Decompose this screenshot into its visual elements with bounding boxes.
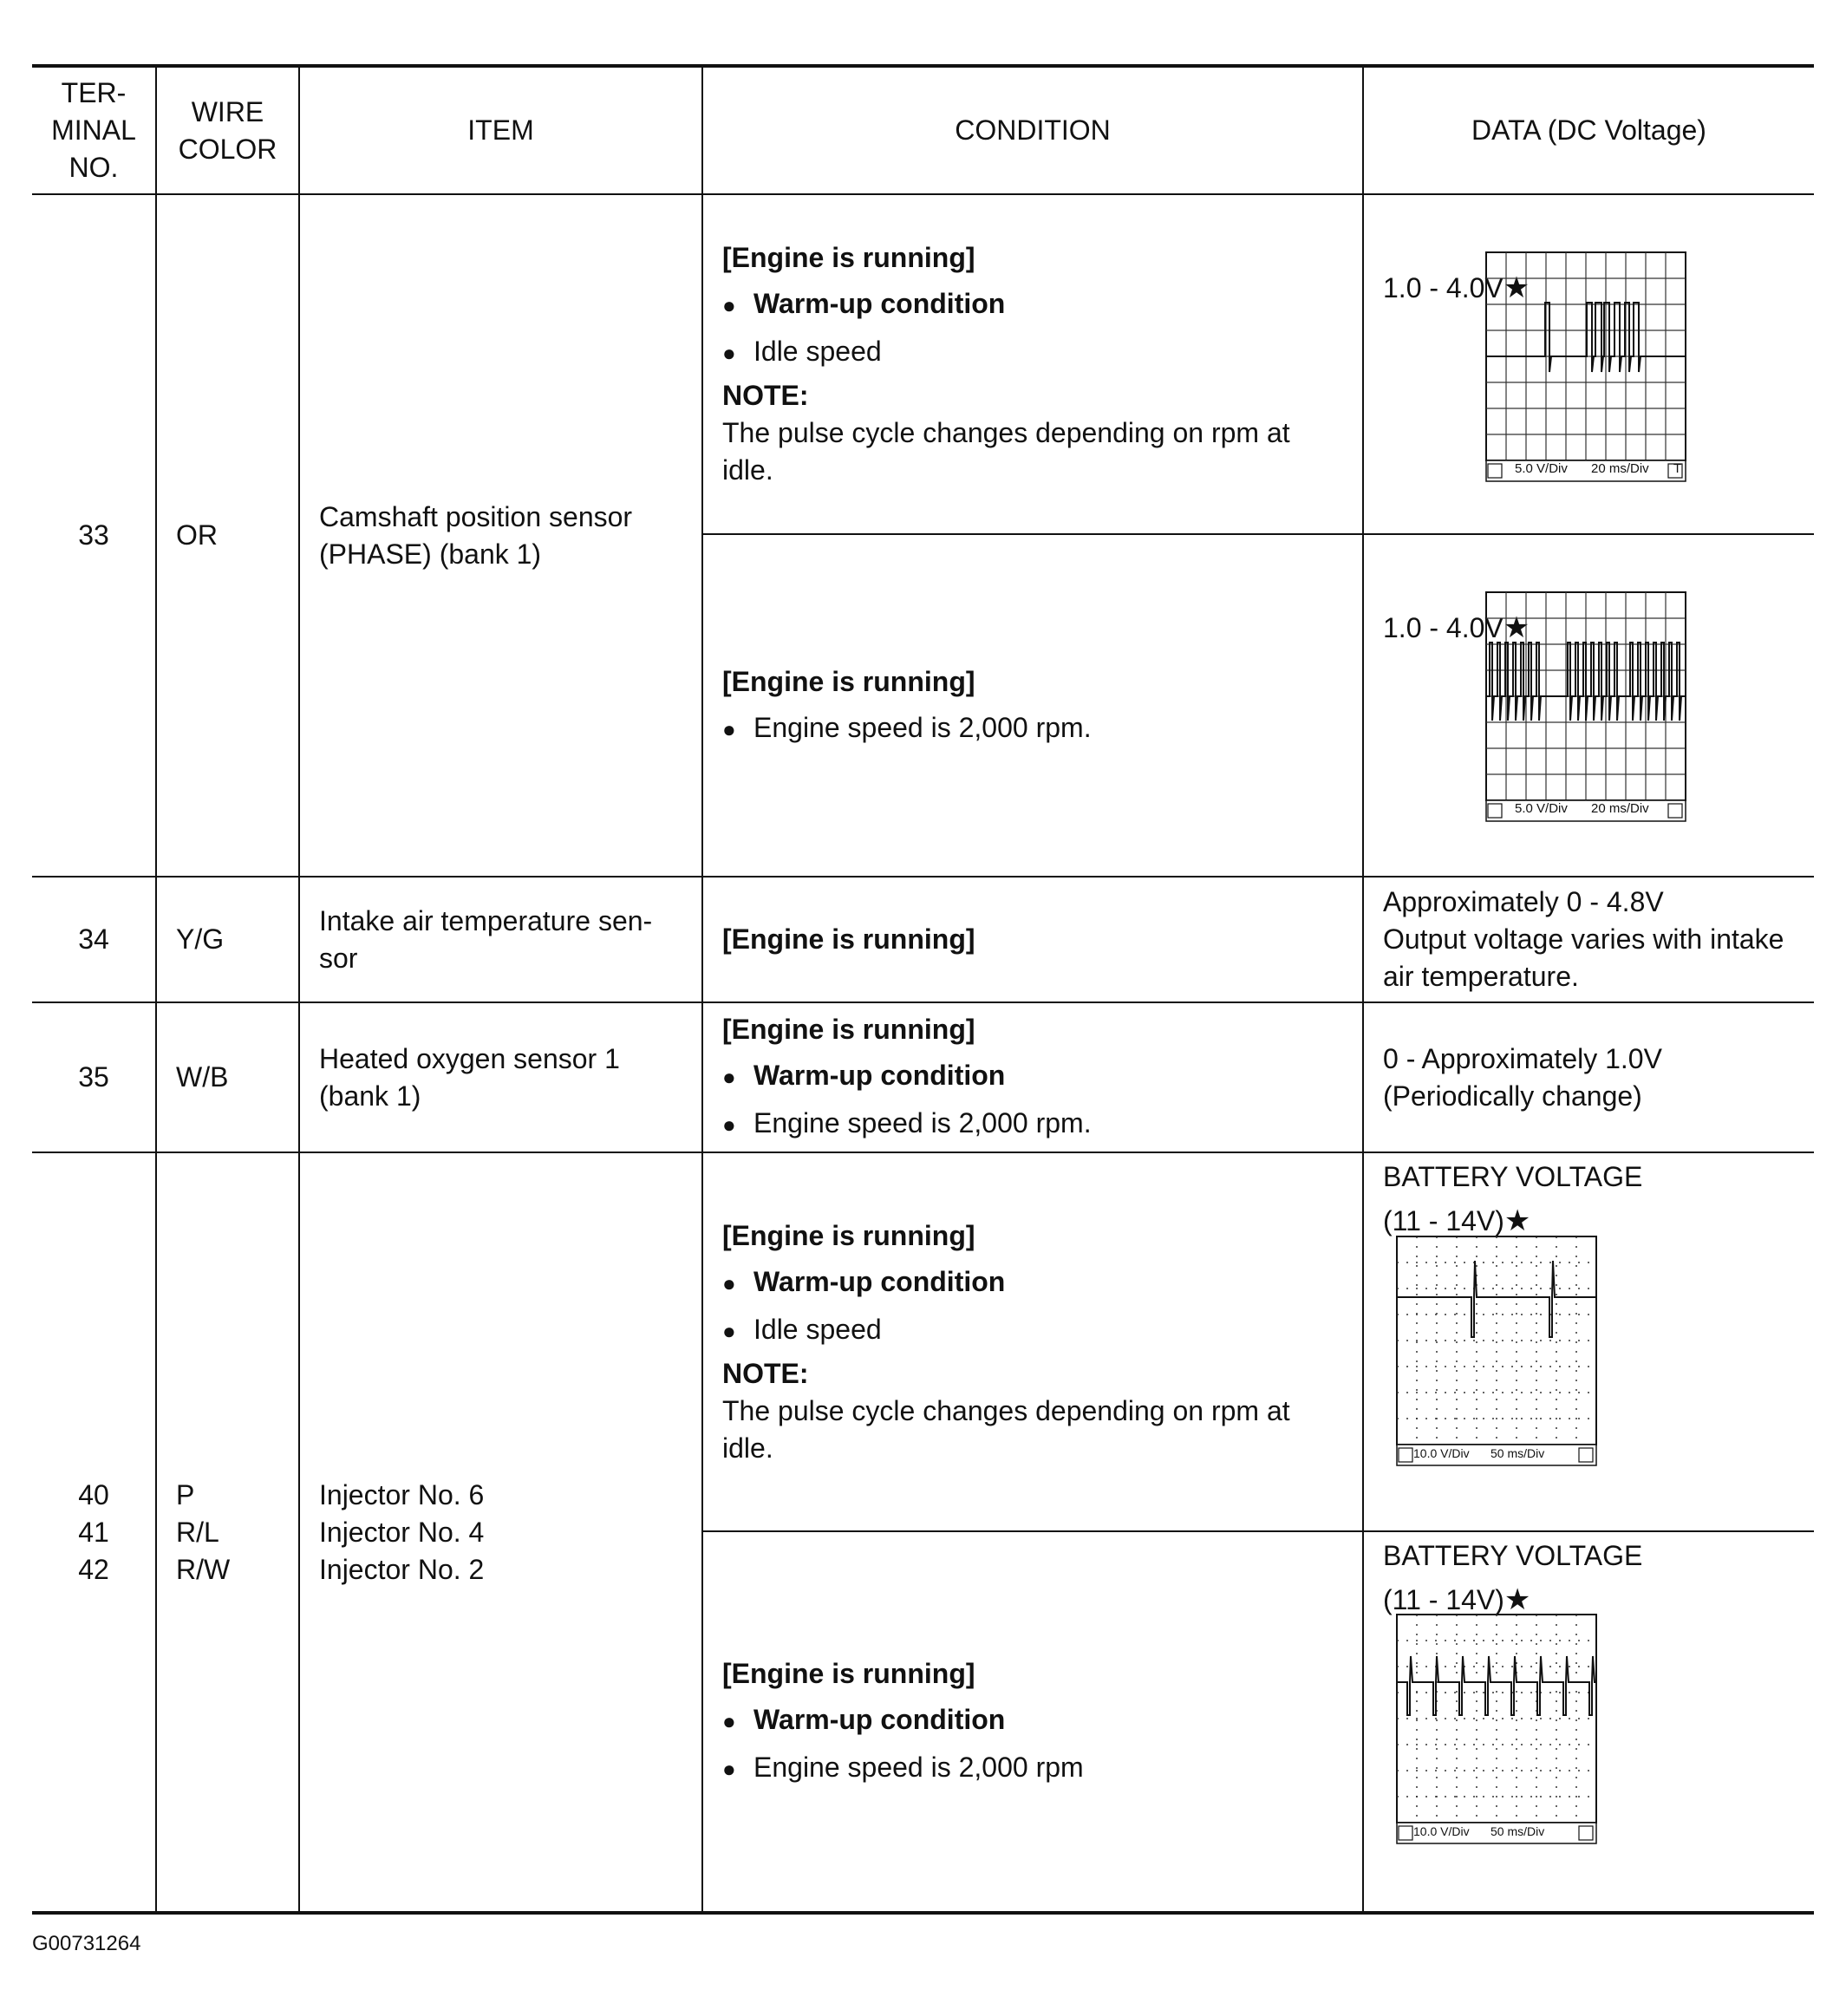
note-text-line-2: idle. xyxy=(722,1432,773,1464)
note-label: NOTE: xyxy=(722,380,809,411)
star-icon: ★ xyxy=(1504,1583,1531,1616)
data-35-line-1: 0 - Approximately 1.0V xyxy=(1383,1042,1662,1074)
engine-running-label: [Engine is running] xyxy=(722,1658,975,1689)
item-injector-6: Injector No. 6 xyxy=(319,1478,485,1510)
item-35 xyxy=(300,1003,701,1152)
engine-speed-bullet: ● Engine speed is 2,000 rpm. xyxy=(722,1105,1348,1144)
wire-color-33: OR xyxy=(176,519,218,551)
terminal-35: 35 xyxy=(78,1061,109,1093)
warm-up-bullet: ● Warm-up condition xyxy=(722,1057,1348,1096)
data-34-line-1: Approximately 0 - 4.8V xyxy=(1383,886,1664,917)
terminal-40: 40 xyxy=(78,1478,109,1510)
wire-color-34: Y/G xyxy=(176,923,225,955)
wire-color-35: W/B xyxy=(176,1061,229,1093)
oscilloscope-waveform-icon xyxy=(1395,1613,1599,1847)
scope-33-idle-time-div: 20 ms/Div xyxy=(1591,461,1649,476)
engine-running-label: [Engine is running] xyxy=(722,923,975,955)
note-text-line-1: The pulse cycle changes depending on rpm at xyxy=(722,417,1290,448)
scope-waveform xyxy=(1397,1261,1596,1337)
terminal-42: 42 xyxy=(78,1553,109,1585)
item-33-line-1: Camshaft position sensor xyxy=(319,500,633,532)
header-wire-line-1: WIRE xyxy=(191,95,264,127)
idle-speed-bullet: ● Idle speed xyxy=(722,333,1348,372)
scope-waveform xyxy=(1486,643,1686,721)
header-terminal-line-1: TER- xyxy=(61,77,127,108)
scope-40-2000rpm-time-div: 50 ms/Div xyxy=(1490,1824,1545,1838)
header-terminal-line-3: NO. xyxy=(68,152,119,183)
engine-running-label: [Engine is running] xyxy=(722,242,975,273)
warm-up-bullet: ● Warm-up condition xyxy=(722,285,1348,324)
scope-waveform xyxy=(1397,1656,1596,1715)
condition-33-idle xyxy=(703,195,1362,533)
wire-color-40: P xyxy=(176,1478,195,1510)
condition-40-2000rpm xyxy=(703,1532,1362,1911)
terminal-41: 41 xyxy=(78,1516,109,1548)
terminal-data-table xyxy=(32,64,1814,1915)
scope-40-idle-time-div: 50 ms/Div xyxy=(1490,1446,1545,1460)
data-34-line-3: air temperature. xyxy=(1383,961,1579,992)
terminals-40-42 xyxy=(32,1153,155,1911)
oscilloscope-waveform-icon xyxy=(1484,251,1688,485)
idle-speed-bullet: ● Idle speed xyxy=(722,1311,1348,1350)
header-item: ITEM xyxy=(467,114,534,146)
star-icon: ★ xyxy=(1504,1204,1531,1237)
item-injector-2: Injector No. 2 xyxy=(319,1553,485,1585)
header-wire-color xyxy=(157,68,298,193)
item-35-line-2: (bank 1) xyxy=(319,1080,421,1112)
data-34-line-2: Output voltage varies with intake xyxy=(1383,923,1784,955)
oscilloscope-waveform-icon xyxy=(1395,1235,1599,1469)
header-terminal-no xyxy=(32,68,155,193)
header-terminal-line-2: MINAL xyxy=(51,114,136,146)
condition-40-idle xyxy=(703,1153,1362,1530)
condition-34 xyxy=(703,878,1362,1001)
item-35-line-1: Heated oxygen sensor 1 xyxy=(319,1042,620,1074)
header-condition: CONDITION xyxy=(955,114,1111,146)
note-text-line-1: The pulse cycle changes depending on rpm at xyxy=(722,1394,1290,1426)
terminal-34: 34 xyxy=(78,923,109,955)
data-34 xyxy=(1364,878,1814,1001)
engine-speed-bullet: ● Engine speed is 2,000 rpm xyxy=(722,1749,1348,1788)
voltage-range: 1.0 - 4.0V xyxy=(1383,612,1504,643)
wire-color-41: R/L xyxy=(176,1516,219,1548)
voltage-range: (11 - 14V) xyxy=(1383,1205,1504,1236)
header-data: DATA (DC Voltage) xyxy=(1471,114,1706,146)
oscilloscope-33-idle xyxy=(1484,251,1688,485)
terminal-33: 33 xyxy=(78,519,109,551)
scope-33-idle-volt-div: 5.0 V/Div xyxy=(1515,461,1568,476)
engine-running-label: [Engine is running] xyxy=(722,665,975,697)
engine-running-label: [Engine is running] xyxy=(722,1014,975,1045)
scope-33-2000rpm-time-div: 20 ms/Div xyxy=(1591,801,1649,816)
item-33 xyxy=(300,195,701,876)
item-34-line-1: Intake air temperature sen- xyxy=(319,904,653,936)
items-40-42 xyxy=(300,1153,701,1911)
wire-colors-40-42 xyxy=(157,1153,298,1911)
note-label: NOTE: xyxy=(722,1357,809,1389)
engine-speed-bullet: ● Engine speed is 2,000 rpm. xyxy=(722,709,1348,748)
star-icon: ★ xyxy=(1503,271,1530,304)
voltage-range: (11 - 14V) xyxy=(1383,1584,1504,1615)
item-34-line-2: sor xyxy=(319,942,358,974)
warm-up-bullet: ● Warm-up condition xyxy=(722,1263,1348,1302)
figure-id: G00731264 xyxy=(32,1932,141,1955)
warm-up-bullet: ● Warm-up condition xyxy=(722,1701,1348,1740)
battery-voltage-label: BATTERY VOLTAGE xyxy=(1383,1161,1643,1192)
item-33-line-2: (PHASE) (bank 1) xyxy=(319,538,542,570)
oscilloscope-waveform-icon xyxy=(1484,590,1688,825)
item-34 xyxy=(300,878,701,1001)
data-35-line-2: (Periodically change) xyxy=(1383,1080,1642,1112)
oscilloscope-33-2000rpm xyxy=(1484,590,1688,825)
data-35 xyxy=(1364,1003,1814,1152)
scope-33-2000rpm-volt-div: 5.0 V/Div xyxy=(1515,801,1568,816)
note-text-line-2: idle. xyxy=(722,454,773,486)
oscilloscope-40-idle xyxy=(1395,1235,1599,1469)
voltage-range: 1.0 - 4.0V xyxy=(1383,272,1504,303)
scope-40-idle-volt-div: 10.0 V/Div xyxy=(1413,1446,1470,1460)
oscilloscope-40-2000rpm xyxy=(1395,1613,1599,1847)
header-wire-line-2: COLOR xyxy=(178,133,277,165)
scope-40-2000rpm-volt-div: 10.0 V/Div xyxy=(1413,1824,1470,1838)
condition-33-2000rpm xyxy=(703,535,1362,876)
star-icon: ★ xyxy=(1503,611,1530,644)
item-injector-4: Injector No. 4 xyxy=(319,1516,485,1548)
scope-33-idle-corner: T xyxy=(1673,461,1682,476)
battery-voltage-label: BATTERY VOLTAGE xyxy=(1383,1540,1643,1571)
condition-35 xyxy=(703,1003,1362,1152)
wire-color-42: R/W xyxy=(176,1553,231,1585)
engine-running-label: [Engine is running] xyxy=(722,1219,975,1251)
